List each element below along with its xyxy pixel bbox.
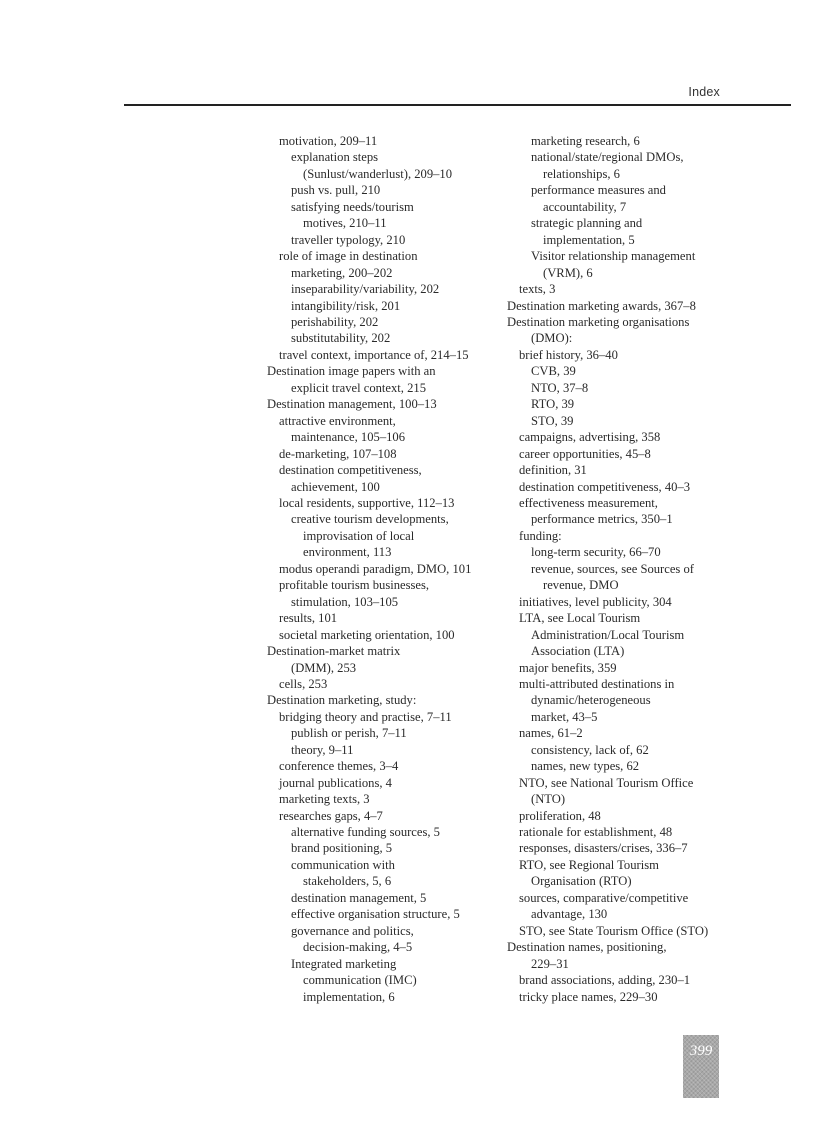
index-entry: revenue, sources, see Sources of (531, 561, 694, 576)
index-entry: journal publications, 4 (279, 775, 392, 790)
index-entry: effectiveness measurement, (519, 495, 658, 510)
index-entry: Destination names, positioning, (507, 940, 667, 955)
index-entry: dynamic/heterogeneous (531, 693, 651, 708)
index-entry: marketing, 200–202 (291, 265, 393, 280)
index-entry: (DMO): (531, 331, 573, 346)
index-entry: destination management, 5 (291, 890, 427, 905)
index-entry: names, 61–2 (519, 726, 583, 741)
index-entry: satisfying needs/tourism (291, 199, 414, 214)
index-entry: (DMM), 253 (291, 660, 357, 675)
index-entry: market, 43–5 (531, 709, 598, 724)
index-entry: intangibility/risk, 201 (291, 298, 401, 313)
index-entry: communication with (291, 857, 395, 872)
index-entry: major benefits, 359 (519, 660, 617, 675)
index-entry: effective organisation structure, 5 (291, 907, 460, 922)
index-entry: explicit travel context, 215 (291, 380, 426, 395)
index-entry: Association (LTA) (531, 644, 625, 659)
index-column-right (507, 133, 741, 1005)
index-entry: NTO, 37–8 (531, 380, 589, 395)
index-entry: names, new types, 62 (531, 759, 640, 774)
index-entry: Administration/Local Tourism (531, 627, 685, 642)
index-entry: advantage, 130 (531, 907, 608, 922)
index-entry: (NTO) (531, 792, 566, 807)
index-entry: Integrated marketing (291, 956, 397, 971)
index-entry: explanation steps (291, 150, 379, 165)
index-entry: profitable tourism businesses, (279, 578, 430, 593)
index-entry: motivation, 209–11 (279, 134, 378, 148)
index-entry: inseparability/variability, 202 (291, 282, 440, 297)
index-entry: governance and politics, (291, 923, 414, 938)
index-entry: 229–31 (531, 956, 569, 971)
index-entry: publish or perish, 7–11 (291, 726, 407, 741)
index-entry: bridging theory and practise, 7–11 (279, 709, 452, 724)
header-label: Index (688, 85, 720, 99)
index-entry: Destination marketing organisations (507, 314, 690, 329)
index-entry: implementation, 5 (543, 232, 635, 247)
index-entry: travel context, importance of, 214–15 (279, 347, 469, 362)
index-entry: (VRM), 6 (543, 265, 593, 280)
index-entry: Destination marketing awards, 367–8 (507, 298, 696, 313)
index-entry: alternative funding sources, 5 (291, 825, 440, 840)
index-entry: accountability, 7 (543, 199, 627, 214)
index-entry: texts, 3 (519, 282, 556, 297)
index-entry: motives, 210–11 (303, 216, 387, 231)
index-entry: decision-making, 4–5 (303, 940, 413, 955)
index-entry: marketing research, 6 (531, 134, 640, 148)
index-entry: RTO, 39 (531, 397, 575, 412)
index-entry: local residents, supportive, 112–13 (279, 495, 455, 510)
index-entry: strategic planning and (531, 216, 643, 231)
index-entry: Destination marketing, study: (267, 693, 417, 708)
index-entry: push vs. pull, 210 (291, 183, 381, 198)
index-entry: destination competitiveness, 40–3 (519, 479, 691, 494)
index-column-left (267, 133, 503, 1005)
index-entry: improvisation of local (303, 528, 415, 543)
index-entry: rationale for establishment, 48 (519, 825, 673, 840)
index-entry: results, 101 (279, 611, 338, 626)
index-entry: societal marketing orientation, 100 (279, 627, 455, 642)
index-entry: maintenance, 105–106 (291, 430, 406, 445)
index-entry: theory, 9–11 (291, 742, 354, 757)
index-entry: campaigns, advertising, 358 (519, 430, 661, 445)
index-entry: RTO, see Regional Tourism (519, 857, 659, 872)
index-entry: attractive environment, (279, 413, 396, 428)
index-entry: marketing texts, 3 (279, 792, 370, 807)
index-entry: creative tourism developments, (291, 512, 449, 527)
index-entry: brand positioning, 5 (291, 841, 393, 856)
page-number: 399 (689, 1043, 713, 1059)
index-entry: brand associations, adding, 230–1 (519, 973, 691, 988)
index-entry: career opportunities, 45–8 (519, 446, 651, 461)
index-entry: perishability, 202 (291, 314, 379, 329)
index-entry: Destination management, 100–13 (267, 397, 437, 412)
index-entry: (Sunlust/wanderlust), 209–10 (303, 166, 453, 181)
index-entry: Visitor relationship management (531, 249, 696, 264)
index-entry: modus operandi paradigm, DMO, 101 (279, 561, 472, 576)
index-entry: CVB, 39 (531, 364, 576, 379)
index-entry: role of image in destination (279, 249, 418, 264)
index-entry: definition, 31 (519, 463, 587, 478)
page-number-box (683, 1035, 719, 1098)
index-entry: traveller typology, 210 (291, 232, 406, 247)
index-entry: revenue, DMO (543, 578, 619, 593)
index-entry: brief history, 36–40 (519, 347, 618, 362)
index-entry: environment, 113 (303, 545, 392, 560)
index-entry: stimulation, 103–105 (291, 594, 399, 609)
index-entry: destination competitiveness, (279, 463, 422, 478)
index-entry: LTA, see Local Tourism (519, 611, 641, 626)
index-entry: proliferation, 48 (519, 808, 601, 823)
index-entry: achievement, 100 (291, 479, 380, 494)
index-entry: NTO, see National Tourism Office (519, 775, 694, 790)
index-entry: conference themes, 3–4 (279, 759, 399, 774)
index-entry: performance metrics, 350–1 (531, 512, 673, 527)
index-entry: relationships, 6 (543, 166, 620, 181)
index-entry: long-term security, 66–70 (531, 545, 661, 560)
index-entry: Destination-market matrix (267, 644, 401, 659)
index-entry: performance measures and (531, 183, 666, 198)
index-entry: Organisation (RTO) (531, 874, 632, 889)
index-entry: consistency, lack of, 62 (531, 742, 649, 757)
index-entry: tricky place names, 229–30 (519, 989, 658, 1004)
index-entry: researches gaps, 4–7 (279, 808, 383, 823)
index-entry: STO, 39 (531, 413, 574, 428)
index-entry: STO, see State Tourism Office (STO) (519, 923, 709, 938)
header-rule (124, 104, 791, 106)
index-entry: Destination image papers with an (267, 364, 436, 379)
index-entry: de-marketing, 107–108 (279, 446, 397, 461)
index-entry: implementation, 6 (303, 989, 395, 1004)
index-entry: cells, 253 (279, 676, 328, 691)
index-entry: funding: (519, 528, 562, 543)
index-entry: stakeholders, 5, 6 (303, 874, 392, 889)
index-entry: multi-attributed destinations in (519, 676, 675, 691)
index-entry: sources, comparative/competitive (519, 890, 689, 905)
index-entry: initiatives, level publicity, 304 (519, 594, 672, 609)
index-entry: national/state/regional DMOs, (531, 150, 684, 165)
index-entry: responses, disasters/crises, 336–7 (519, 841, 688, 856)
index-entry: substitutability, 202 (291, 331, 391, 346)
index-entry: communication (IMC) (303, 973, 417, 988)
